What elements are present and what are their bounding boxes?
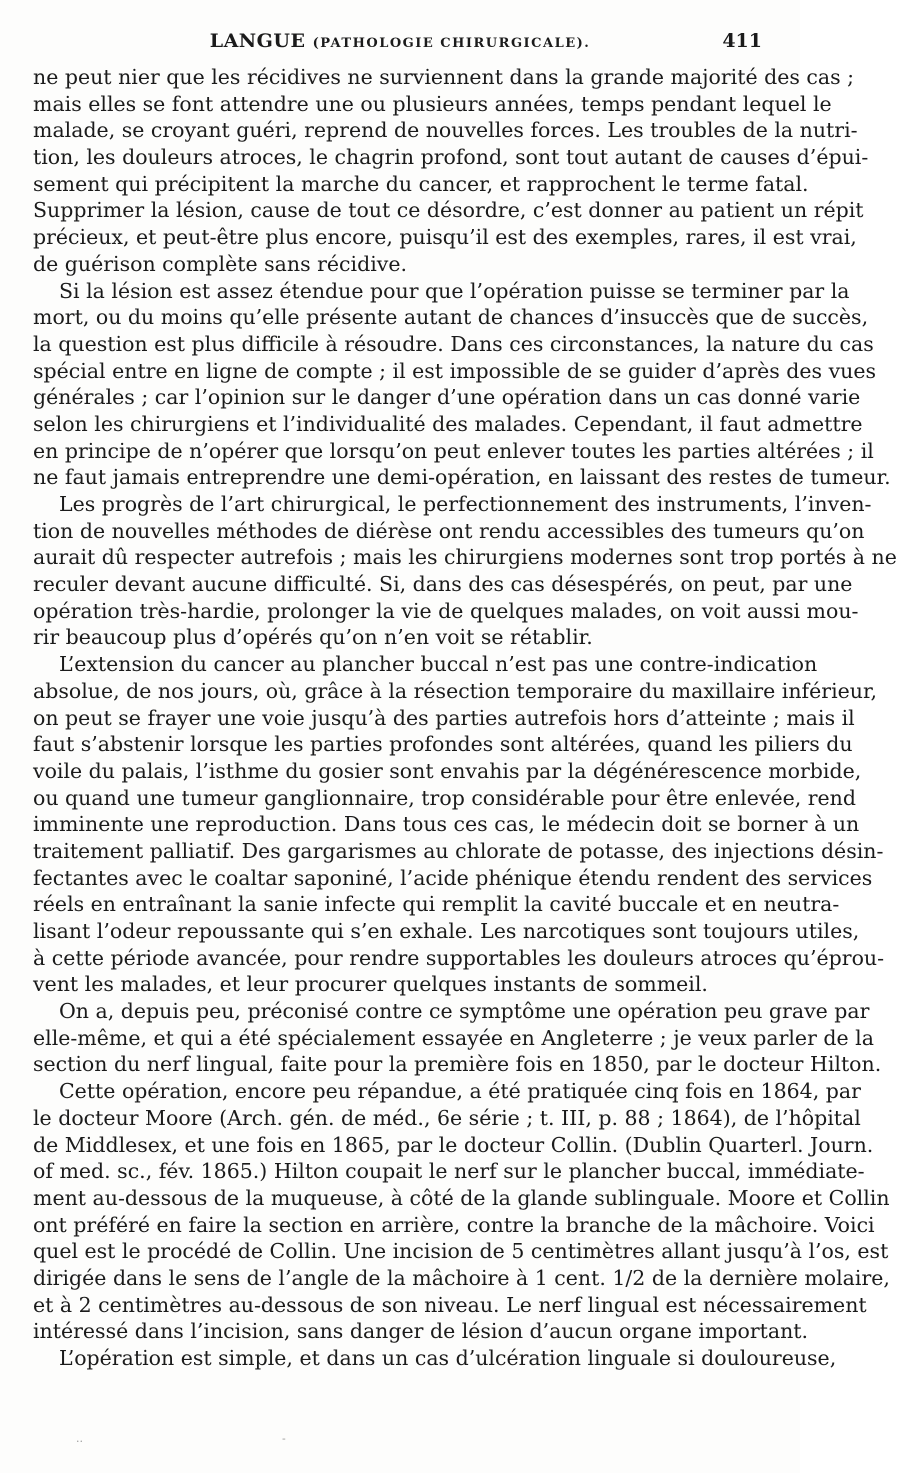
text-line: faut s’abstenir lorsque les parties profondes sont altérées, quand les piliers du: [33, 732, 853, 757]
paragraph: [33, 64, 869, 278]
text-line: rir beaucoup plus d’opérés qu’on n’en voit se rétablir.: [33, 625, 593, 650]
paragraph: [33, 1078, 890, 1345]
running-title: [0, 30, 800, 52]
footer-mark: -: [282, 1432, 286, 1445]
text-line: générales ; car l’opinion sur le danger d’une opération dans un cas donné varie: [33, 385, 861, 410]
text-line: la question est plus difficile à résoudre. Dans ces circonstances, la nature du cas: [33, 331, 874, 356]
text-line: mort, ou du moins qu’elle présente autant de chances d’insuccès que de succès,: [33, 305, 869, 330]
text-line: ne peut nier que les récidives ne surviennent dans la grande majorité des cas ;: [33, 65, 855, 89]
text-line: dirigée dans le sens de l’angle de la mâchoire à 1 cent. 1/2 de la dernière molaire,: [33, 1265, 890, 1290]
text-line: réels en entraînant la sanie infecte qui remplit la cavité buccale et en neutra-: [33, 892, 840, 917]
text-line: mais elles se font attendre une ou plusieurs années, temps pendant lequel le: [33, 91, 832, 116]
page-header: [0, 30, 800, 60]
footer-marks: [70, 1432, 730, 1445]
text-line: à cette période avancée, pour rendre supportables les douleurs atroces qu’éprou-: [33, 945, 885, 970]
text-line: on peut se frayer une voie jusqu’à des parties autrefois hors d’atteinte ; mais il: [33, 705, 855, 730]
text-line: intéressé dans l’incision, sans danger de lésion d’aucun organe important.: [33, 1319, 809, 1344]
footer-mark: ..: [76, 1432, 83, 1445]
text-line: ne faut jamais entreprendre une demi-opération, en laissant des restes de tumeur.: [33, 465, 891, 490]
text-line: Si la lésion est assez étendue pour que l’opération puisse se terminer par la: [59, 278, 850, 303]
text-line: opération très-hardie, prolonger la vie de quelques malades, on voit aussi mou-: [33, 598, 859, 623]
text-line: Les progrès de l’art chirurgical, le perfectionnement des instruments, l’inven-: [59, 492, 872, 516]
text-line: lisant l’odeur repoussante qui s’en exhale. Les narcotiques sont toujours utiles,: [33, 919, 860, 943]
text-line: Cette opération, encore peu répandue, a été pratiquée cinq fois en 1864, par: [59, 1079, 861, 1104]
text-line: absolue, de nos jours, où, grâce à la résection temporaire du maxillaire inférieur,: [33, 678, 878, 703]
text-line: On a, depuis peu, préconisé contre ce symptôme une opération peu grave par: [59, 999, 870, 1024]
running-title-main: LANGUE: [209, 30, 306, 52]
text-line: elle-même, et qui a été spécialement essayée en Angleterre ; je veux parler de la: [33, 1025, 874, 1050]
text-line: quel est le procédé de Collin. Une incision de 5 centimètres allant jusqu’à l’os, est: [33, 1239, 889, 1264]
paragraph: [33, 998, 882, 1078]
text-line: le docteur Moore (Arch. gén. de méd., 6e série ; t. III, p. 88 ; 1864), de l’hôpital: [33, 1105, 861, 1130]
text-line: tion, les douleurs atroces, le chagrin profond, sont tout autant de causes d’épui-: [33, 145, 869, 170]
text-line: fectantes avec le coaltar saponiné, l’acide phénique étendu rendent des services: [33, 865, 873, 890]
text-line: en principe de n’opérer que lorsqu’on peut enlever toutes les parties altérées ; il: [33, 438, 874, 463]
text-line: aurait dû respecter autrefois ; mais les chirurgiens modernes sont trop portés à ne: [33, 545, 897, 570]
text-line: sement qui précipitent la marche du cancer, et rapprochent le terme fatal.: [33, 171, 809, 196]
text-line: section du nerf lingual, faite pour la première fois en 1850, par le docteur Hilton.: [33, 1052, 882, 1077]
text-line: de guérison complète sans récidive.: [33, 251, 407, 276]
text-line: voile du palais, l’isthme du gosier sont envahis par la dégénérescence morbide,: [33, 758, 862, 783]
text-line: spécial entre en ligne de compte ; il est impossible de se guider d’après des vues: [33, 358, 877, 383]
text-line: Supprimer la lésion, cause de tout ce désordre, c’est donner au patient un répit: [33, 198, 864, 223]
text-line: de Middlesex, et une fois en 1865, par le docteur Collin. (Dublin Quarterl. Journ.: [33, 1132, 874, 1157]
text-line: ont préféré en faire la section en arrière, contre la branche de la mâchoire. Voici: [33, 1212, 875, 1237]
running-title-subtitle: (PATHOLOGIE CHIRURGICALE).: [312, 36, 591, 51]
text-line: of med. sc., fév. 1865.) Hilton coupait le nerf sur le plancher buccal, immédiate-: [33, 1159, 865, 1184]
text-line: et à 2 centimètres au-dessous de son niveau. Le nerf lingual est nécessairement: [33, 1292, 867, 1317]
text-line: précieux, et peut-être plus encore, puisqu’il est des exemples, rares, il est vrai,: [33, 225, 857, 250]
paragraph: [33, 651, 885, 998]
paragraph: [33, 278, 891, 492]
text-line: imminente une reproduction. Dans tous ces cas, le médecin doit se borner à un: [33, 812, 860, 837]
text-line: selon les chirurgiens et l’individualité des malades. Cependant, il faut admettre: [33, 411, 863, 436]
text-line: L’extension du cancer au plancher buccal n’est pas une contre-indication: [59, 652, 818, 677]
text-line: L’opération est simple, et dans un cas d’ulcération linguale si douloureuse,: [59, 1346, 837, 1370]
text-line: ment au-dessous de la muqueuse, à côté de la glande sublinguale. Moore et Collin: [33, 1185, 890, 1210]
page-body: [33, 64, 897, 1372]
page-number: 411: [722, 30, 762, 52]
paragraph: [33, 491, 897, 651]
text-line: vent les malades, et leur procurer quelques instants de sommeil.: [33, 972, 708, 997]
text-line: malade, se croyant guéri, reprend de nouvelles forces. Les troubles de la nutri-: [33, 118, 858, 143]
text-line: reculer devant aucune difficulté. Si, dans des cas désespérés, on peut, par une: [33, 572, 853, 597]
text-line: ou quand une tumeur ganglionnaire, trop considérable pour être enlevée, rend: [33, 785, 856, 810]
paragraph: [33, 1345, 837, 1372]
text-line: traitement palliatif. Des gargarismes au chlorate de potasse, des injections désin-: [33, 838, 884, 863]
text-line: tion de nouvelles méthodes de diérèse ont rendu accessibles des tumeurs qu’on: [33, 518, 865, 543]
